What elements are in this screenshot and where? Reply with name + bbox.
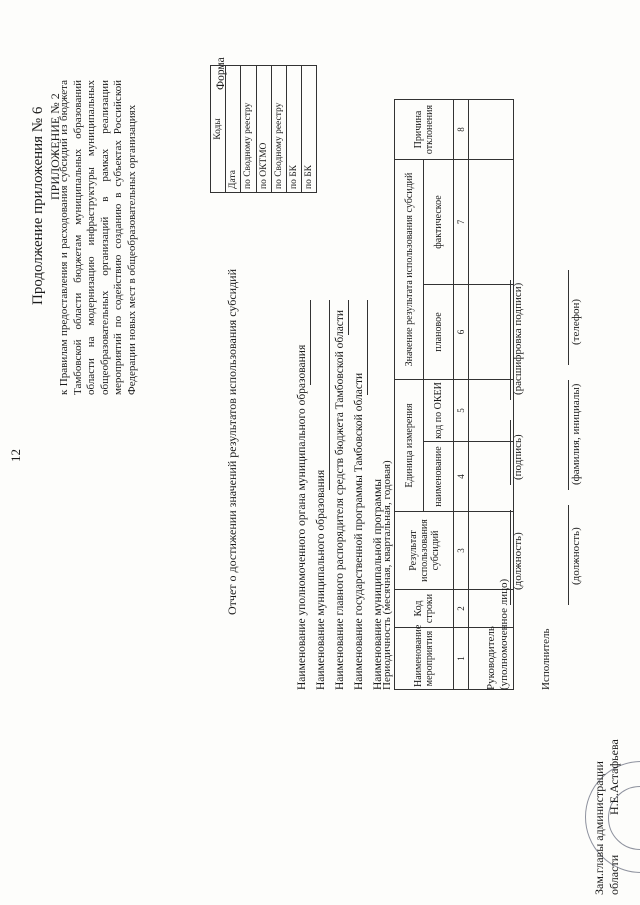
field-state-program: Наименование государственной программы Тамбовской области bbox=[353, 372, 365, 690]
field-authority: Наименование уполномоченного органа муниципального образования bbox=[296, 344, 308, 690]
executor-label: Исполнитель bbox=[540, 628, 552, 690]
codes-table bbox=[210, 65, 317, 297]
field-periodicity: Периодичность (месячная, квартальная, годовая) bbox=[381, 460, 393, 690]
page-number: 12 bbox=[8, 449, 23, 462]
header-unit-group: Единица измерения bbox=[395, 380, 424, 512]
column-number: 4 bbox=[454, 442, 469, 512]
codes-header: Коды bbox=[211, 66, 226, 193]
codes-cell: Дата bbox=[226, 66, 241, 193]
header-value-fact: фактическое bbox=[424, 160, 454, 285]
field-budget-manager: Наименование главного распорядителя средств бюджета Тамбовской области bbox=[334, 309, 346, 690]
signature-line bbox=[568, 505, 569, 605]
codes-row bbox=[286, 66, 301, 298]
executor-position-caption: (должность) bbox=[570, 527, 582, 585]
report-title: Отчет о достижении значений результатов использования субсидий bbox=[225, 268, 239, 615]
appendix-intro-text: к Правилам предоставления и расходования субсидий из бюджета Тамбовской области бюджетам муниципальных образований области на модернизацию инфраструктуры муниципальных общеобразовательных организаций в рамках реализации мероприятий по содействию созданию в субъектах Российской Федерации новых мест в общеобразовательных организациях bbox=[58, 80, 138, 395]
codes-row bbox=[302, 66, 317, 298]
column-number: 1 bbox=[454, 628, 469, 690]
appendix-heading: Продолжение приложения № 6 bbox=[30, 106, 46, 305]
codes-cell: по Сводному реестру bbox=[241, 66, 256, 193]
header-unit-name: наименование bbox=[424, 442, 454, 512]
results-table bbox=[394, 99, 514, 690]
head-position-caption: (должность) bbox=[512, 532, 524, 590]
column-number: 6 bbox=[454, 285, 469, 380]
header-unit-code: код по ОКЕИ bbox=[424, 380, 454, 442]
header-value-group: Значение результата использования субсидий bbox=[395, 160, 424, 380]
column-number: 3 bbox=[454, 512, 469, 590]
table-row bbox=[454, 100, 469, 690]
column-number: 8 bbox=[454, 100, 469, 160]
signature-line bbox=[510, 280, 511, 400]
head-label: Руководитель bbox=[485, 626, 497, 690]
column-number: 2 bbox=[454, 590, 469, 628]
header-value-plan: плановое bbox=[424, 285, 454, 380]
field-municipality: Наименование муниципального образования bbox=[315, 469, 327, 690]
signature-line bbox=[568, 270, 569, 365]
fill-line bbox=[329, 300, 330, 490]
appendix-label: ПРИЛОЖЕНИЕ № 2 bbox=[48, 93, 62, 200]
column-number: 7 bbox=[454, 160, 469, 285]
header-row-code: Код строки bbox=[395, 590, 454, 628]
codes-row bbox=[256, 66, 271, 298]
codes-cell: по ОКТМО bbox=[256, 66, 271, 193]
executor-name-caption: (фамилия, инициалы) bbox=[570, 383, 582, 485]
codes-cell: по Сводному реестру bbox=[271, 66, 286, 193]
codes-row bbox=[271, 66, 286, 298]
codes-cell: по БК bbox=[302, 66, 317, 193]
header-result: Результат использования субсидий bbox=[395, 512, 454, 590]
codes-cell: по БК bbox=[286, 66, 301, 193]
footer-signer-name: Н.Е.Астафьева bbox=[607, 739, 621, 815]
signature-line bbox=[568, 380, 569, 490]
footer-title: Зам.главы администрации bbox=[592, 761, 606, 895]
fill-line bbox=[367, 300, 368, 395]
codes-row bbox=[241, 66, 256, 298]
footer-region: области bbox=[607, 854, 621, 895]
header-reason: Причина отклонения bbox=[395, 100, 454, 160]
form-label: Форма bbox=[215, 57, 227, 90]
field-municipal-program: Наименование муниципальной программы bbox=[372, 479, 384, 690]
header-event: Наименование мероприятия bbox=[395, 628, 454, 690]
head-decode-caption: (расшифровка подписи) bbox=[512, 282, 524, 395]
signature-line bbox=[510, 510, 511, 605]
fill-line bbox=[348, 300, 349, 335]
executor-phone-caption: (телефон) bbox=[570, 298, 582, 345]
codes-row bbox=[226, 66, 241, 298]
fill-line bbox=[310, 300, 311, 385]
column-number: 5 bbox=[454, 380, 469, 442]
head-label-sub: (уполномоченное лицо) bbox=[498, 578, 510, 690]
signature-line bbox=[510, 420, 511, 485]
head-sign-caption: (подпись) bbox=[512, 434, 524, 480]
